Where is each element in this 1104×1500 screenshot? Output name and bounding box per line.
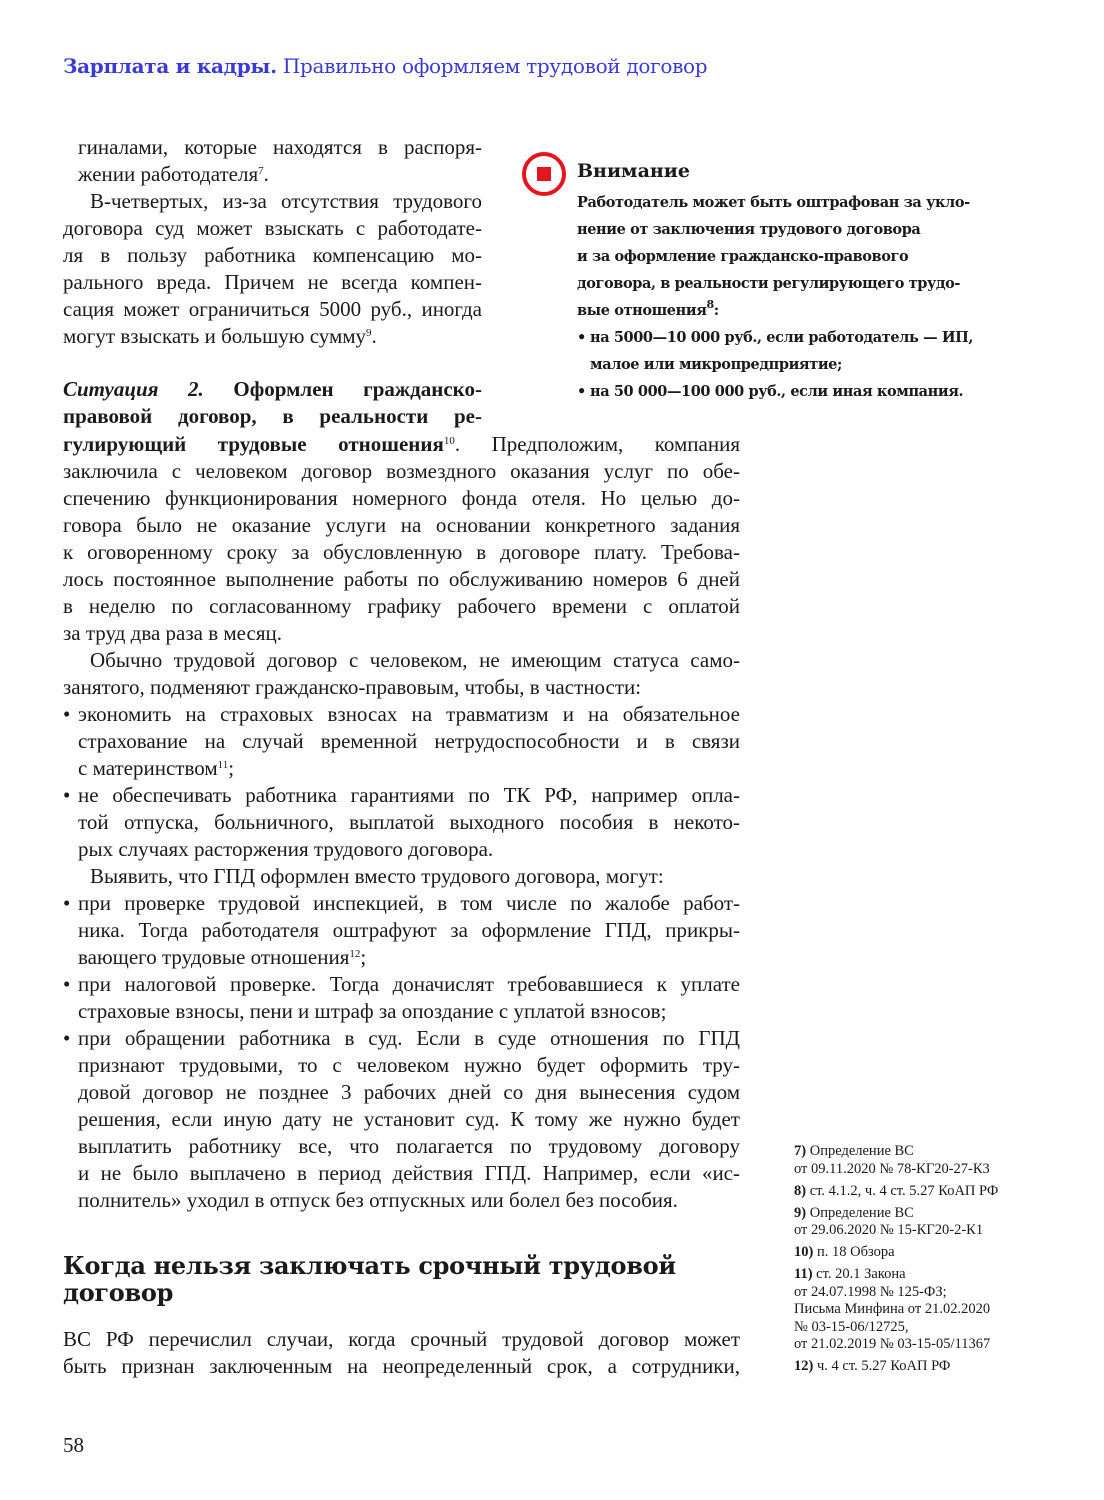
warning-icon (522, 152, 566, 196)
text-line (63, 539, 740, 566)
text-line (63, 485, 740, 512)
line-text: и не было выплачено в период действия ГПД. Например, если «ис- (78, 1161, 740, 1185)
line-text: спечению функционирования номерного фонда отеля. Но целью до- (63, 486, 740, 510)
text-line (63, 242, 482, 269)
header-section: Зарплата и кадры. (63, 54, 277, 78)
line-text: могут взыскать и большую сумму (63, 324, 367, 348)
line-text: на 50 000—100 000 руб., если иная компания. (590, 383, 964, 400)
body-column-top (63, 134, 482, 430)
line-text: с материнством (78, 756, 218, 780)
footnote (794, 1205, 1034, 1240)
page-number: 58 (63, 1433, 84, 1457)
text-line (63, 296, 482, 323)
footnote-ref: 7 (258, 165, 264, 177)
line-text: лось постоянное выполнение работы по обслуживанию номеров 6 дней (63, 567, 740, 591)
bullet-line (63, 971, 740, 998)
line-text: при налоговой проверке. Тогда доначислят требовавшиеся к уплате (78, 972, 740, 996)
line-text: : (713, 302, 719, 319)
line-text: рального вреда. Причем не всегда компен- (63, 270, 482, 294)
line-text: ника. Тогда работодателя оштрафуют за оформление ГПД, прикры- (78, 918, 740, 942)
line-text: не обеспечивать работника гарантиями по ТК РФ, например опла- (78, 783, 740, 807)
running-header (63, 54, 707, 78)
line-text: быть признан заключенным на неопределенный срок, а сотрудники, (63, 1354, 740, 1378)
line-text: вые отношения (577, 302, 707, 319)
text-line (63, 1326, 740, 1353)
text-line (63, 863, 740, 890)
text-line (63, 1133, 740, 1160)
line-text: и за оформление гражданско-правового (577, 248, 909, 265)
line-text: сация может ограничиться 5000 руб., иногда (63, 297, 482, 321)
line-text: . (263, 162, 269, 186)
line-text: страхование на случай временной нетрудоспособности и в связи (78, 729, 740, 753)
footnote-ref: 12 (349, 948, 361, 960)
line-text: при проверке трудовой инспекцией, в том числе по жалобе работ- (78, 891, 740, 915)
text-line (63, 917, 740, 944)
text-line (63, 1353, 740, 1380)
bullet-line (63, 890, 740, 917)
text-line (63, 1106, 740, 1133)
line-text: ВС РФ перечислил случаи, когда срочный трудовой договор может (63, 1327, 740, 1351)
line-text: решения, если иную дату не установит суд. К тому же нужно будет (78, 1107, 740, 1131)
footnote-line (794, 1358, 1034, 1376)
footnote-text: Определение ВС (809, 1204, 914, 1221)
line-text: выплатить работнику все, что полагается по трудовому договору (78, 1134, 740, 1158)
footnote-text: от 24.07.1998 № 125-ФЗ; (794, 1283, 947, 1300)
footnote (794, 1266, 1034, 1354)
footnote-text: ч. 4 ст. 5.27 КоАП РФ (816, 1358, 951, 1374)
line-text: признают трудовыми, то с человеком нужно будет оформить тру- (78, 1053, 740, 1077)
callout-bullet-line (577, 351, 1017, 378)
footnotes (794, 1143, 1034, 1380)
line-text: . Предположим, компания (454, 432, 740, 456)
callout-line (577, 297, 1017, 324)
line-text: нение от заключения трудового договора (577, 221, 921, 238)
text-line (63, 188, 482, 215)
line-text: вающего трудовые отношения (78, 945, 350, 969)
footnote-line (794, 1336, 1034, 1354)
line-text: при обращении работника в суд. Если в суде отношения по ГПД (78, 1026, 740, 1050)
situation-heading: Оформлен гражданско- (203, 377, 482, 401)
footnote (794, 1143, 1034, 1178)
line-text: жении работодателя (78, 162, 259, 186)
callout-line (577, 216, 1017, 243)
text-line (63, 1079, 740, 1106)
line-text: полнитель» уходил в отпуск без отпускных или болел без пособия. (78, 1188, 678, 1212)
callout-bullet-line (577, 324, 1017, 351)
text-line (63, 647, 740, 674)
situation-heading: правовой договор, в реальности ре- (63, 404, 482, 428)
footnote-number: 10) (794, 1244, 814, 1260)
footnote-line (794, 1205, 1034, 1223)
line-text: малое или микропредприятие; (590, 356, 842, 373)
footnote-line (794, 1143, 1034, 1161)
footnote-text: от 21.02.2019 № 03-15-05/11367 (794, 1336, 991, 1352)
line-text: за труд два раза в месяц. (63, 621, 282, 645)
text-line (63, 1187, 740, 1214)
text-line (63, 161, 482, 188)
body-column-main (63, 431, 740, 1214)
callout-bullet-line (577, 378, 1017, 405)
footnote-number: 12) (794, 1358, 814, 1374)
line-text: говора было не оказание услуги на основании конкретного задания (63, 513, 740, 537)
line-text: Выявить, что ГПД оформлен вместо трудового договора, могут: (90, 864, 664, 888)
footnote-line (794, 1244, 1034, 1262)
body-column-bottom (63, 1326, 740, 1380)
text-line (63, 755, 740, 782)
text-line (63, 836, 740, 863)
footnote-ref: 10 (443, 435, 455, 447)
footnote-line (794, 1284, 1034, 1302)
footnote-text: № 03-15-06/12725, (794, 1318, 909, 1335)
line-text: той отпуска, больничного, выплатой выходного пособия в некото- (78, 810, 740, 834)
footnote-text: Определение ВС (809, 1143, 914, 1159)
footnote-ref: 11 (217, 759, 229, 771)
footnote-line (794, 1222, 1034, 1240)
callout-line (577, 243, 1017, 270)
footnote (794, 1358, 1034, 1376)
footnote-text: от 09.11.2020 № 78-КГ20-27-К3 (794, 1160, 990, 1177)
callout-title: Внимание (577, 160, 690, 182)
footnote-line (794, 1183, 1034, 1201)
section-heading-line: договор (63, 1278, 174, 1307)
text-line (63, 674, 740, 701)
callout-line (577, 189, 1017, 216)
situation-label: Ситуация 2. (63, 377, 204, 401)
footnote-ref: 9 (366, 327, 372, 339)
text-line (63, 431, 740, 458)
text-line (63, 134, 482, 161)
footnote-text: от 29.06.2020 № 15-КГ20-2-К1 (794, 1222, 984, 1238)
footnote-line (794, 1161, 1034, 1179)
bullet-line (63, 701, 740, 728)
footnote-text: ст. 4.1.2, ч. 4 ст. 5.27 КоАП РФ (809, 1182, 999, 1199)
line-text: в неделю по согласованному графику рабочего времени с оплатой (63, 594, 740, 618)
text-line (63, 376, 482, 403)
footnote-line (794, 1266, 1034, 1284)
text-line (63, 458, 740, 485)
footnote-text: Письма Минфина от 21.02.2020 (794, 1301, 991, 1317)
footnote-number: 8) (794, 1182, 807, 1199)
text-line (63, 944, 740, 971)
section-heading (63, 1252, 676, 1306)
line-text: довой договор не позднее 3 рабочих дней со дня вынесения судом (78, 1080, 740, 1104)
footnote-text: ст. 20.1 Закона (816, 1266, 906, 1282)
bullet-line (63, 782, 740, 809)
text-line (63, 998, 740, 1025)
bullet-line (63, 1025, 740, 1052)
line-text: ; (228, 756, 235, 780)
text-line (63, 593, 740, 620)
paragraph-gap (63, 350, 482, 376)
text-line (63, 1052, 740, 1079)
section-heading-line: Когда нельзя заключать срочный трудовой (63, 1251, 676, 1280)
footnote-text: п. 18 Обзора (816, 1244, 895, 1260)
callout-body (577, 189, 1017, 405)
line-text: занятого, подменяют гражданско-правовым, чтобы, в частности: (63, 675, 642, 699)
footnote-number: 11) (794, 1266, 813, 1282)
header-title: Правильно оформляем трудовой договор (276, 54, 708, 78)
situation-heading: гулирующий трудовые отношения (63, 432, 444, 456)
callout-line (577, 270, 1017, 297)
text-line (63, 728, 740, 755)
line-text: страховые взносы, пени и штраф за опоздание с уплатой взносов; (78, 999, 667, 1023)
text-line (63, 512, 740, 539)
footnote-ref: 8 (706, 298, 714, 311)
line-text: гиналами, которые находятся в распоря- (78, 135, 482, 159)
line-text: на 5000—10 000 руб., если работодатель — ИП, (590, 329, 974, 346)
line-text: рых случаях расторжения трудового договора. (78, 837, 494, 861)
footnote-line (794, 1301, 1034, 1319)
text-line (63, 403, 482, 430)
line-text: ля в пользу работника компенсацию мо- (63, 243, 482, 267)
line-text: к оговоренному сроку за обусловленную в договоре плату. Требова- (63, 540, 740, 564)
line-text: В-четвертых, из-за отсутствия трудового (90, 189, 482, 213)
text-line (63, 215, 482, 242)
line-text: договора, в реальности регулирующего трудо- (577, 275, 960, 292)
footnote-number: 9) (794, 1204, 807, 1221)
footnote-line (794, 1319, 1034, 1337)
footnote-number: 7) (794, 1143, 807, 1159)
text-line (63, 566, 740, 593)
line-text: договора суд может взыскать с работодате- (63, 216, 482, 240)
footnote (794, 1183, 1034, 1201)
line-text: Обычно трудовой договор с человеком, не имеющим статуса само- (90, 648, 740, 672)
text-line (63, 620, 740, 647)
text-line (63, 269, 482, 296)
text-line (63, 1160, 740, 1187)
text-line (63, 323, 482, 350)
line-text: экономить на страховых взносах на травматизм и на обязательное (78, 702, 740, 726)
line-text: . (371, 324, 377, 348)
text-line (63, 809, 740, 836)
line-text: Работодатель может быть оштрафован за укло- (577, 194, 970, 211)
footnote (794, 1244, 1034, 1262)
line-text: ; (360, 945, 367, 969)
line-text: заключила с человеком договор возмездного оказания услуг по обе- (63, 459, 740, 483)
